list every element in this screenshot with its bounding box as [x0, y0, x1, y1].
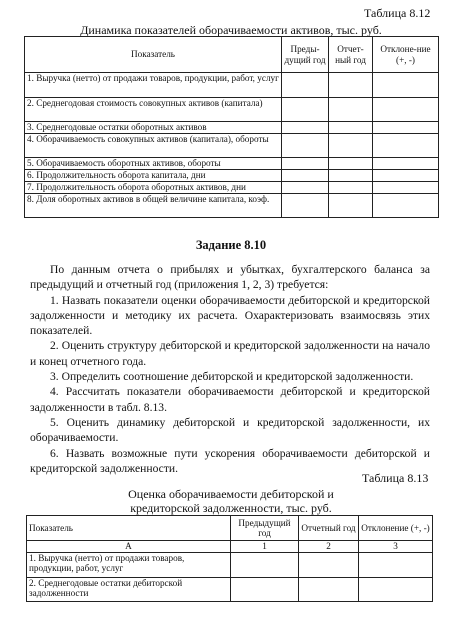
table-caption: Оценка оборачиваемости дебиторской и: [128, 487, 334, 501]
paragraph: 5. Оценить динамику дебиторской и кредиторской задолженности, их оборачиваемости.: [30, 415, 430, 445]
table-row: [25, 98, 439, 122]
index-cell: 3: [359, 541, 433, 553]
table-label: Таблица 8.12: [364, 6, 431, 20]
row-label: 7. Продолжительность оборота оборотных активов, дни: [25, 182, 282, 194]
column-header: Отклонение (+, -): [359, 516, 433, 541]
receivables-table: [26, 515, 433, 602]
table-caption: Динамика показателей оборачиваемости активов, тыс. руб.: [80, 23, 382, 37]
column-header: Показатель: [27, 516, 231, 541]
paragraph: 1. Назвать показатели оценки оборачиваемости дебиторской и кредиторской задолженности и методику их расчета. Охарактеризовать взаимосвязь этих показателей.: [30, 293, 430, 338]
turnover-table: [24, 36, 439, 218]
table-label: Таблица 8.13: [362, 471, 429, 485]
column-header: Преды-дущий год: [282, 37, 329, 73]
table-row: [25, 134, 439, 158]
table-row: [25, 158, 439, 170]
row-label: 4. Оборачиваемость совокупных активов (капитала), обороты: [25, 134, 282, 158]
row-label: 8. Доля оборотных активов в общей величине капитала, коэф.: [25, 194, 282, 218]
column-header: Предыдущий год: [231, 516, 299, 541]
task-heading: Задание 8.10: [195, 238, 267, 252]
row-label: 2. Среднегодовая стоимость совокупных активов (капитала): [25, 98, 282, 122]
index-cell: 1: [231, 541, 299, 553]
column-header: Отчетный год: [299, 516, 359, 541]
table-row: [25, 170, 439, 182]
row-label: 1. Выручка (нетто) от продажи товаров, продукции, работ, услуг: [25, 73, 282, 98]
row-label: 2. Среднегодовые остатки дебиторской задолженности: [27, 578, 231, 602]
row-label: 3. Среднегодовые остатки оборотных активов: [25, 122, 282, 134]
table-row: [25, 122, 439, 134]
table-row: [25, 73, 439, 98]
paragraph: 3. Определить соотношение дебиторской и кредиторской задолженности.: [50, 370, 414, 384]
paragraph: По данным отчета о прибылях и убытках, бухгалтерского баланса за предыдущий и отчетный год (приложения 1, 2, 3) требуется:: [30, 263, 430, 292]
column-header: Отклоне-ние (+, -): [373, 37, 439, 73]
task-text: [30, 262, 430, 476]
row-label: 5. Оборачиваемость оборотных активов, обороты: [25, 158, 282, 170]
table-row: [25, 194, 439, 218]
table-row: [25, 182, 439, 194]
column-header: Отчет-ный год: [329, 37, 373, 73]
paragraph: 4. Рассчитать показатели оборачиваемости дебиторской и кредиторской задолженности в табл. 8.13.: [30, 385, 430, 414]
table-row: [27, 553, 433, 578]
paragraph: 6. Назвать возможные пути ускорения оборачиваемости дебиторской и кредиторской задолженности.: [30, 446, 430, 475]
row-label: 1. Выручка (нетто) от продажи товаров, продукции, работ, услуг: [27, 553, 231, 578]
table-row: [27, 578, 433, 602]
column-header: Показатель: [25, 37, 282, 73]
table-caption: кредиторской задолженности, тыс. руб.: [130, 501, 332, 515]
row-label: 6. Продолжительность оборота капитала, дни: [25, 170, 282, 182]
index-cell: 2: [299, 541, 359, 553]
table-row: [27, 541, 433, 553]
paragraph: 2. Оценить структуру дебиторской и кредиторской задолженности на начало и конец отчетного года.: [30, 339, 430, 368]
index-cell: А: [27, 541, 231, 553]
